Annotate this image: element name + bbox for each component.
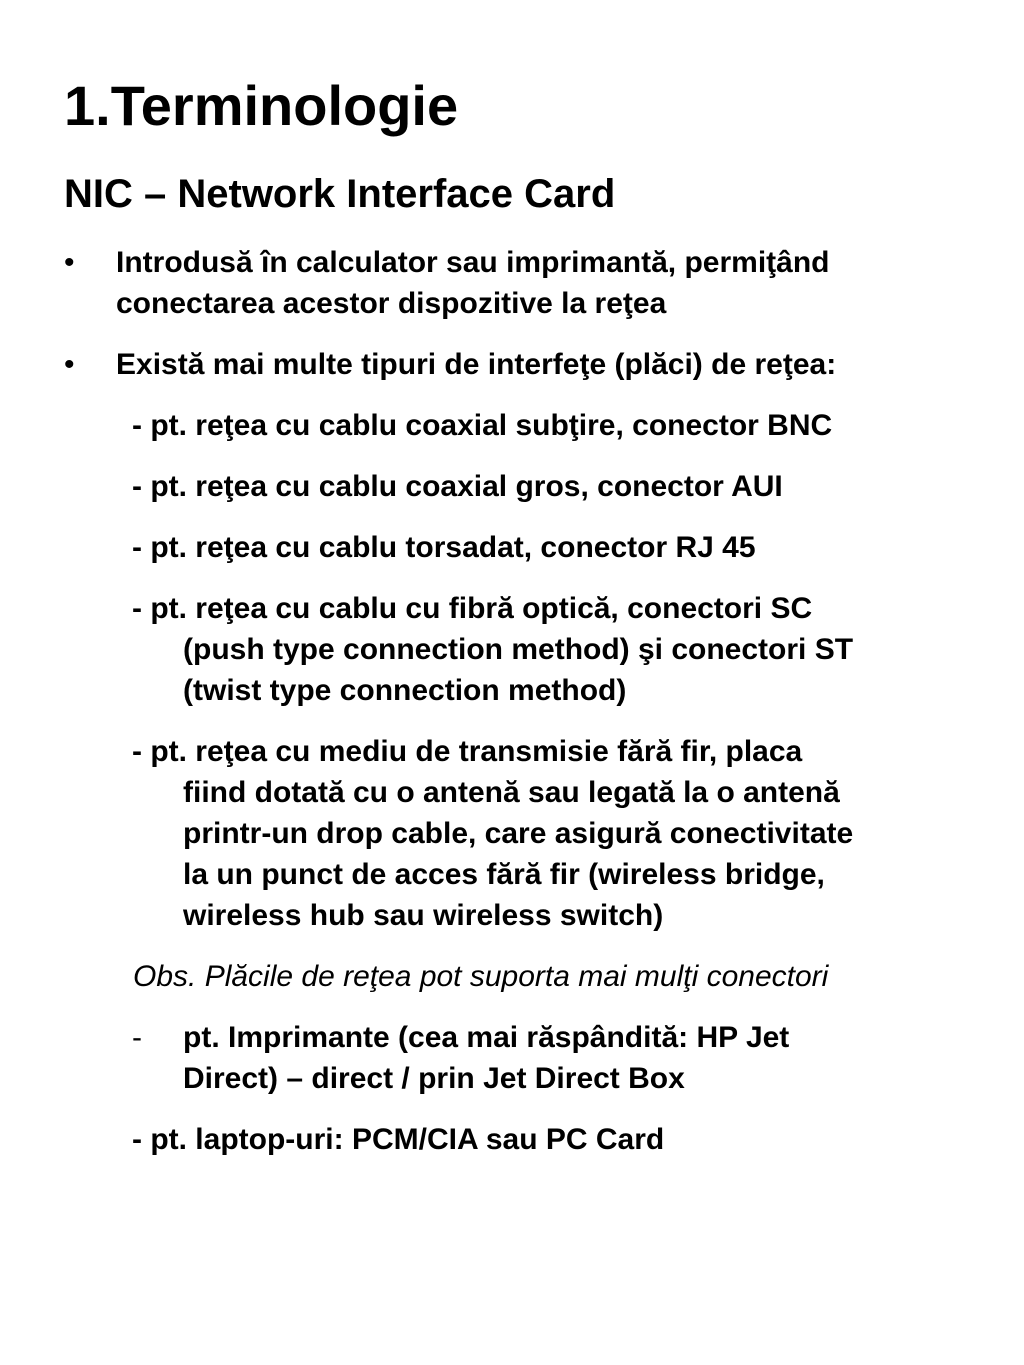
- sub-item-line: - pt. laptop-uri: PCM/CIA sau PC Card: [132, 1123, 665, 1156]
- sub-item: [132, 405, 964, 446]
- slide-content: [64, 242, 964, 1180]
- bullet-item: [64, 344, 964, 385]
- sub-item: [132, 527, 964, 568]
- bullet-item: [64, 242, 964, 324]
- sub-item-line: - pt. reţea cu cablu coaxial subţire, conector BNC: [132, 409, 833, 442]
- sub-item-line: - pt. reţea cu cablu coaxial gros, conector AUI: [132, 470, 783, 503]
- sub-item-line: (push type connection method) şi conectori ST: [183, 633, 854, 666]
- sub-item-line: (twist type connection method): [183, 674, 627, 707]
- dash-marker-icon: -: [132, 1021, 142, 1054]
- bullet-line: conectarea acestor dispozitive la reţea: [116, 287, 667, 320]
- slide-title: 1.Terminologie: [64, 74, 459, 137]
- bullet-dot-icon: •: [64, 348, 75, 381]
- sub-item-line: la un punct de acces fără fir (wireless bridge,: [183, 858, 825, 891]
- bullet-line: Există mai multe tipuri de interfeţe (plăci) de reţea:: [116, 348, 837, 381]
- sub-item: [132, 466, 964, 507]
- sub-item-line: printr-un drop cable, care asigură conectivitate: [183, 817, 854, 850]
- slide-subtitle: NIC – Network Interface Card: [64, 172, 616, 216]
- sub-item: [132, 588, 964, 711]
- observation-note: Obs. Plăcile de reţea pot suporta mai mulţi conectori: [133, 960, 829, 993]
- bullet-line: Introdusă în calculator sau imprimantă, permiţând: [116, 246, 830, 279]
- sub-item-line: wireless hub sau wireless switch): [183, 899, 664, 932]
- bullet-dot-icon: •: [64, 246, 75, 279]
- sub-item-line: - pt. reţea cu cablu torsadat, conector RJ 45: [132, 531, 756, 564]
- sub-item-line: fiind dotată cu o antenă sau legată la o antenă: [183, 776, 840, 809]
- sub-item-line: - pt. reţea cu cablu cu fibră optică, conectori SC: [132, 592, 813, 625]
- dash-item-line: pt. Imprimante (cea mai răspândită: HP Jet: [183, 1021, 790, 1054]
- sub-item: [132, 731, 964, 936]
- dash-item: [132, 1017, 964, 1099]
- sub-item-laptop: [132, 1119, 964, 1160]
- sub-item-line: - pt. reţea cu mediu de transmisie fără fir, placa: [132, 735, 803, 768]
- dash-item-line: Direct) – direct / prin Jet Direct Box: [183, 1062, 685, 1095]
